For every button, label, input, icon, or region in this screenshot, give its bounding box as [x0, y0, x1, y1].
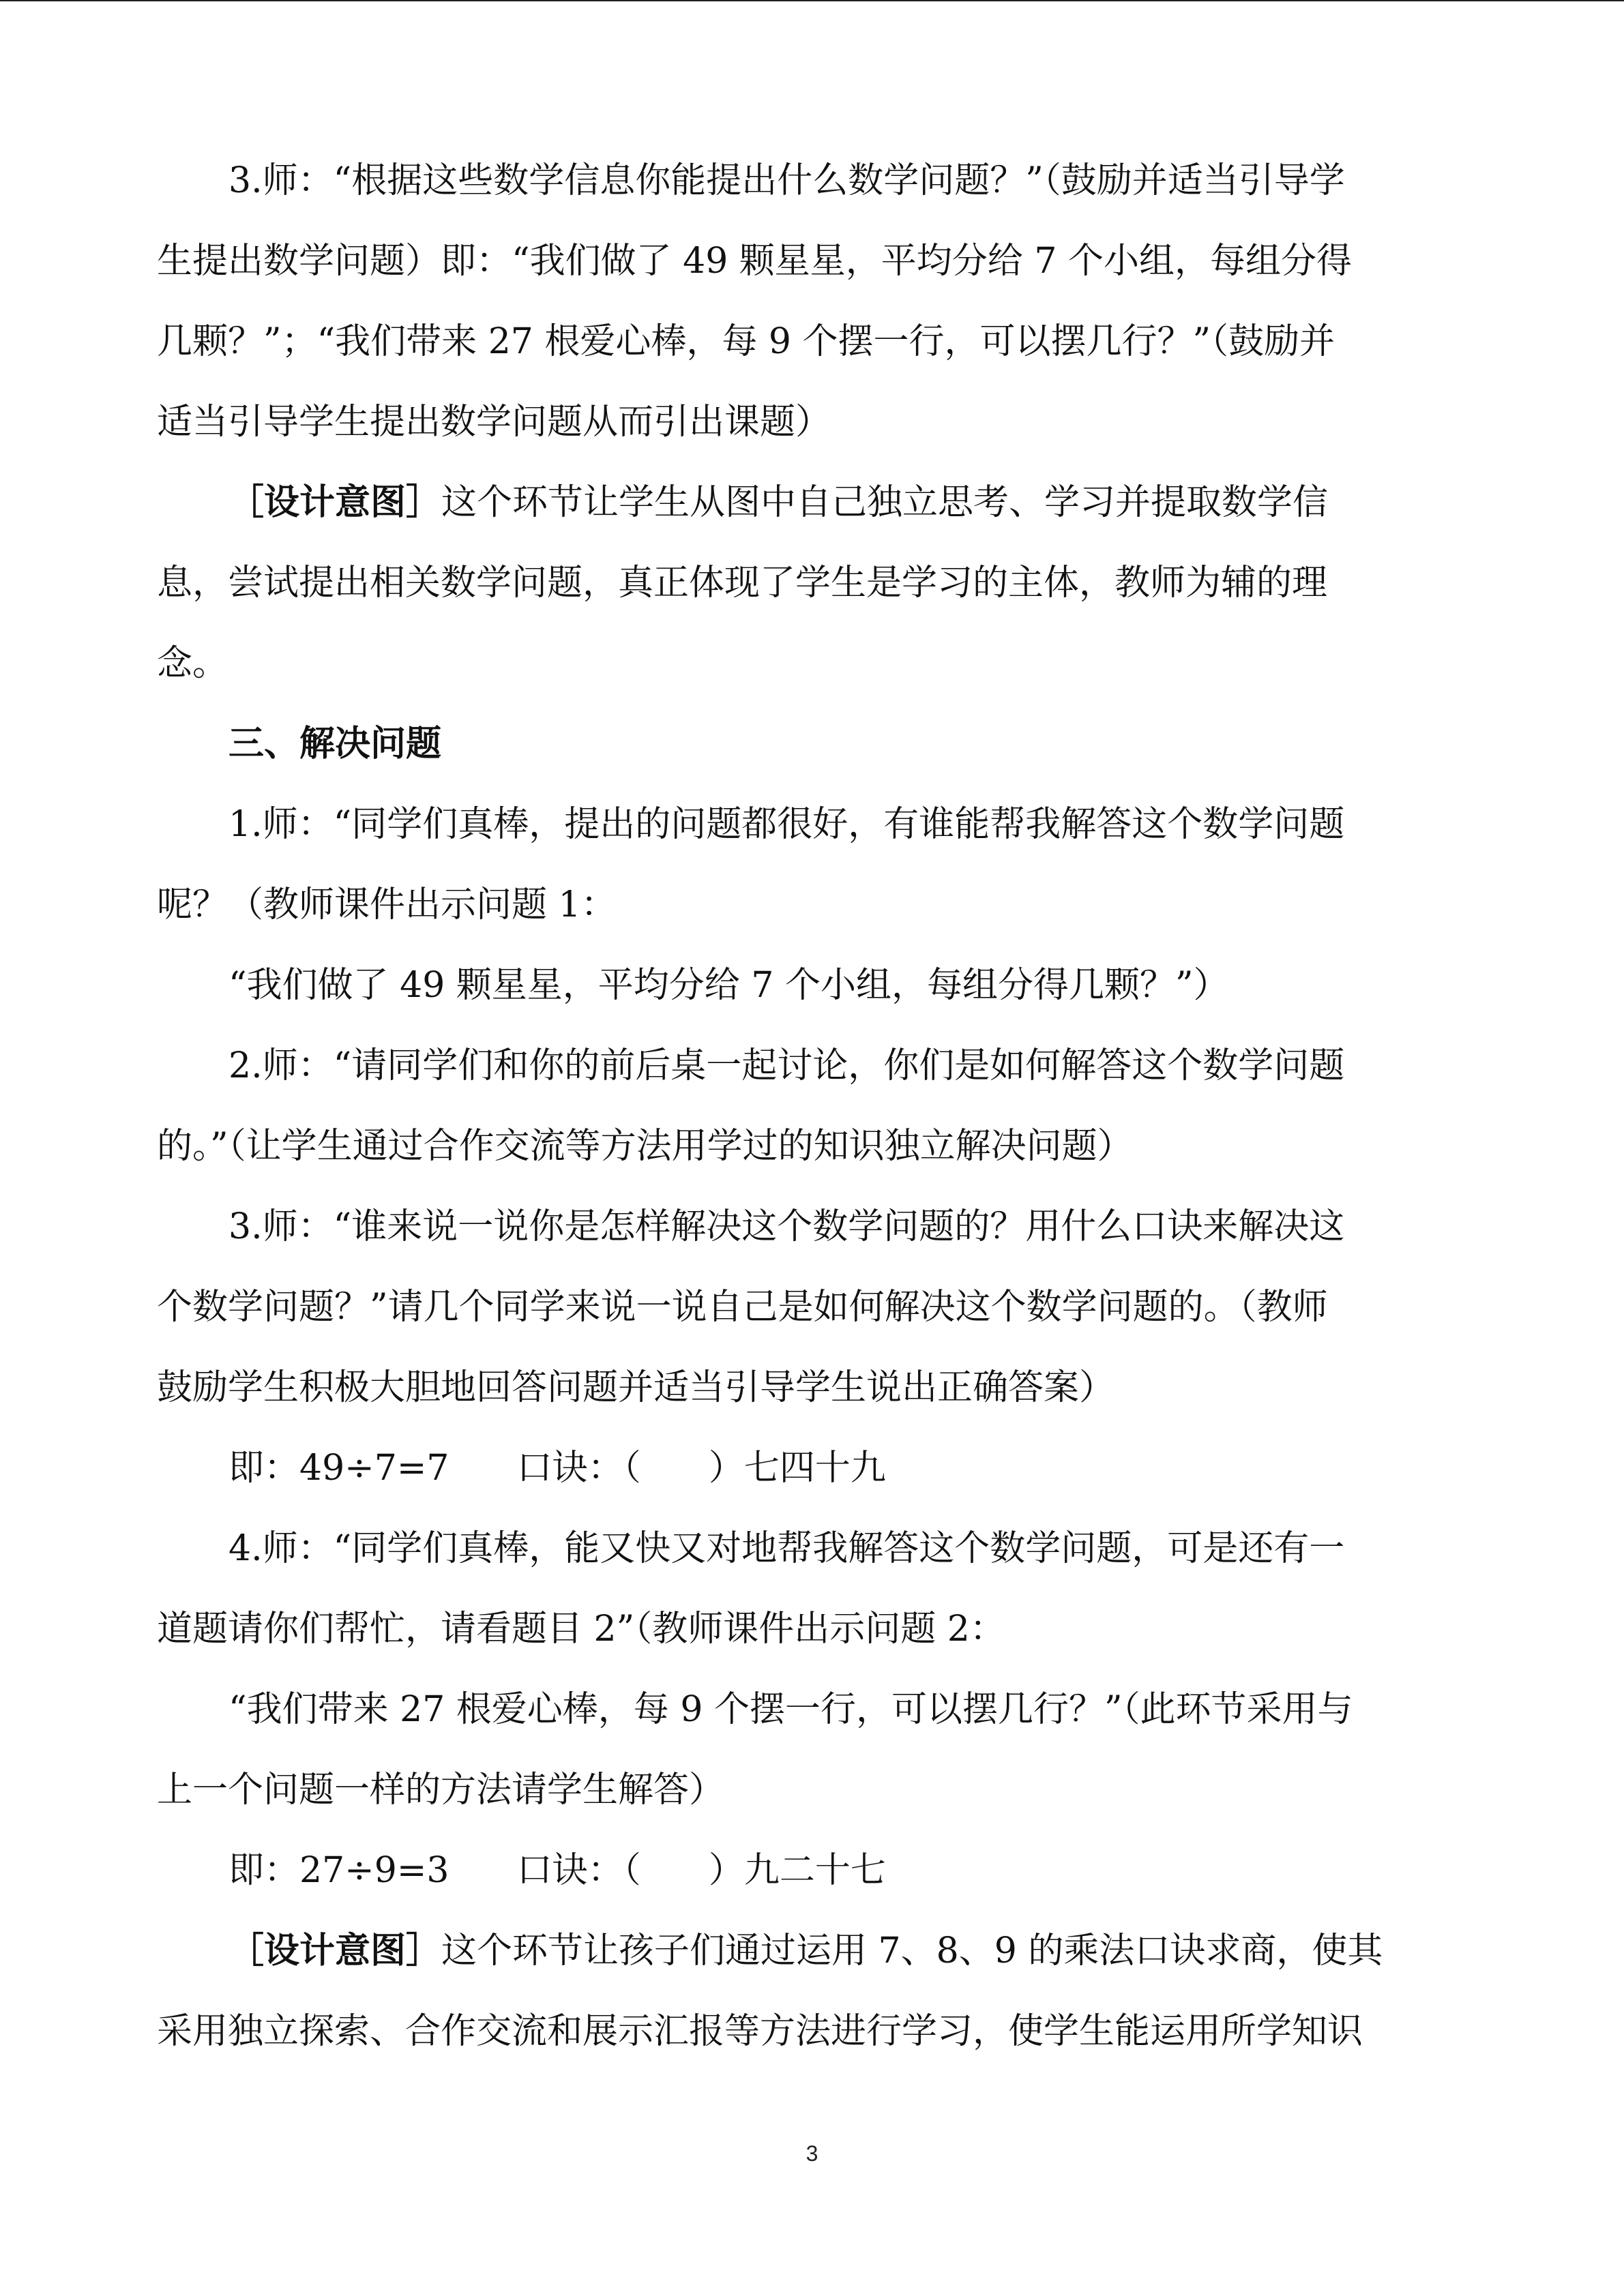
paragraph-line: 3.师：“谁来说一说你是怎样解决这个数学问题的？用什么口诀来解决这 — [228, 1206, 1345, 1247]
design-intent-line — [228, 1927, 1383, 1975]
paragraph-line: 个数学问题？”请几个同学来说一说自己是如何解决这个数学问题的。（教师 — [157, 1287, 1328, 1328]
paragraph-line: 2.师：“请同学们和你的前后桌一起讨论，你们是如何解答这个数学问题 — [228, 1045, 1345, 1086]
paragraph-line: 的。”（让学生通过合作交流等方法用学过的知识独立解决问题） — [157, 1126, 1133, 1167]
design-intent-text: 这个环节让学生从图中自己独立思考、学习并提取数学信 — [441, 482, 1329, 523]
paragraph-line: “我们带来 27 根爱心棒，每 9 个摆一行，可以摆几行？”（此环节采用与 — [228, 1689, 1353, 1730]
paragraph-line: 呢？（教师课件出示问题 1： — [157, 884, 617, 925]
paragraph-line: 1.师：“同学们真棒，提出的问题都很好，有谁能帮我解答这个数学问题 — [228, 804, 1345, 845]
paragraph-line: 息，尝试提出相关数学问题，真正体现了学生是学习的主体，教师为辅的理 — [157, 563, 1328, 603]
design-intent-label: ［设计意图］ — [228, 1930, 442, 1971]
paragraph-line: 4.师：“同学们真棒，能又快又对地帮我解答这个数学问题，可是还有一 — [228, 1528, 1345, 1569]
paragraph-line: “我们做了 49 颗星星，平均分给 7 个小组，每组分得几颗？”） — [228, 965, 1229, 1006]
formula-line: 即：27÷9=3 口诀：（ ）九二十七 — [228, 1850, 886, 1891]
section-heading: 三、解决问题 — [228, 723, 442, 764]
design-intent-text: 这个环节让孩子们通过运用 7、8、9 的乘法口诀求商，使其 — [441, 1930, 1383, 1971]
paragraph-line: 适当引导学生提出数学问题从而引出课题） — [157, 402, 831, 443]
paragraph-line: 几颗？”；“我们带来 27 根爱心棒，每 9 个摆一行，可以摆几行？”（鼓励并 — [157, 321, 1335, 362]
design-intent-label: ［设计意图］ — [228, 481, 442, 523]
paragraph-line: 采用独立探索、合作交流和展示汇报等方法进行学习，使学生能运用所学知识 — [157, 2011, 1363, 2052]
paragraph-line: 鼓励学生积极大胆地回答问题并适当引导学生说出正确答案） — [157, 1367, 1115, 1408]
design-intent-line — [228, 479, 1328, 526]
paragraph-line: 上一个问题一样的方法请学生解答） — [157, 1770, 725, 1810]
paragraph-line: 道题请你们帮忙，请看题目 2”（教师课件出示问题 2： — [157, 1609, 1005, 1650]
page-top-border — [0, 0, 1624, 1]
page-number: 3 — [806, 2141, 818, 2166]
paragraph-line: 3.师：“根据这些数学信息你能提出什么数学问题？”（鼓励并适当引导学 — [228, 160, 1345, 201]
formula-line: 即：49÷7=7 口诀：（ ）七四十九 — [228, 1448, 886, 1489]
paragraph-line: 念。 — [157, 643, 228, 684]
paragraph-line: 生提出数学问题）即：“我们做了 49 颗星星，平均分给 7 个小组，每组分得 — [157, 241, 1352, 282]
